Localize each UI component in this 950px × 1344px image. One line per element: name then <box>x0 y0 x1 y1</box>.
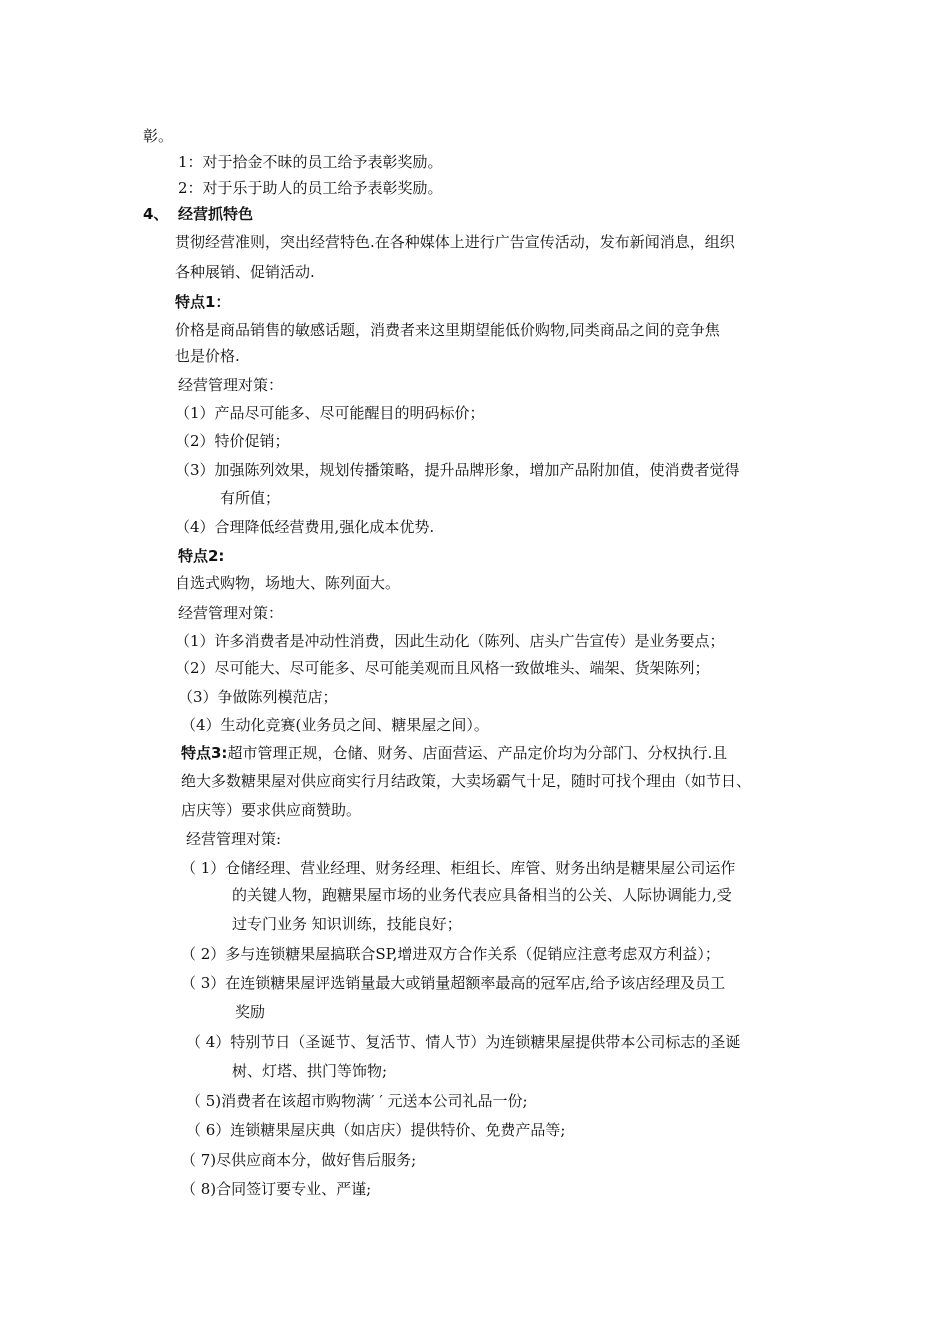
list-item: （ 3）在连锁糖果屋评选销量最大或销量超额率最高的冠军店,给予该店经理及员工 <box>181 974 726 992</box>
text-line: 自选式购物，场地大、陈列面大。 <box>175 574 401 592</box>
text-line: 各种展销、促销活动. <box>175 263 315 281</box>
text-line: 2：对于乐于助人的员工给予表彰奖励。 <box>178 179 443 197</box>
list-item: （ 5)消费者在该超市购物满′ ′ 元送本公司礼品一份; <box>186 1092 528 1110</box>
list-item: （3）加强陈列效果，规划传播策略，提升品牌形象，增加产品附加值，使消费者觉得 <box>175 461 740 479</box>
list-item: （ 1）仓储经理、营业经理、财务经理、柜组长、库管、财务出纳是糖果屋公司运作 <box>181 859 736 877</box>
list-item-continuation: 过专门业务 知识训练，技能良好； <box>232 915 462 933</box>
text-line: 店庆等）要求供应商赞助。 <box>181 801 362 819</box>
section-heading: 经营抓特色 <box>178 205 254 223</box>
list-item: （2）特价促销； <box>175 432 290 450</box>
text-line: 经营管理对策: <box>186 830 282 848</box>
list-item-continuation: 有所值； <box>220 489 281 507</box>
list-item: （ 2）多与连锁糖果屋搞联合SP,增进双方合作关系（促销应注意考虑双方利益）； <box>181 945 720 963</box>
text-line: 彰。 <box>143 127 174 145</box>
section-number: 4、 <box>143 205 169 223</box>
list-item-continuation: 树、灯塔、拱门等饰物; <box>232 1062 388 1080</box>
list-item: （4）生动化竞赛(业务员之间、糖果屋之间）。 <box>181 716 489 734</box>
paragraph-text: 超市管理正规，仓储、财务、店面营运、产品定价均为分部门、分权执行.且 <box>227 744 728 762</box>
list-item: （1）许多消费者是冲动性消费，因此生动化（陈列、店头广告宣传）是业务要点； <box>175 632 725 650</box>
text-line: 经营管理对策： <box>178 376 284 394</box>
list-item: （ 4）特别节日（圣诞节、复活节、情人节）为连锁糖果屋提供带本公司标志的圣诞 <box>186 1033 741 1051</box>
text-line: 经营管理对策： <box>178 604 284 622</box>
text-line: 价格是商品销售的敏感话题，消费者来这里期望能低价购物,同类商品之间的竞争焦 <box>175 321 720 339</box>
list-item: （ 6）连锁糖果屋庆典（如店庆）提供特价、免费产品等; <box>186 1121 566 1139</box>
text-line: 也是价格. <box>175 347 240 365</box>
text-line: 1：对于拾金不昧的员工给予表彰奖励。 <box>178 153 443 171</box>
list-item: （2）尽可能大、尽可能多、尽可能美观而且风格一致做堆头、端架、货架陈列； <box>175 659 710 677</box>
list-item: （1）产品尽可能多、尽可能醒目的明码标价； <box>175 404 485 422</box>
feature-heading: 特点1： <box>175 293 231 311</box>
text-line: 贯彻经营准则，突出经营特色.在各种媒体上进行广告宣传活动，发布新闻消息，组织 <box>175 233 735 251</box>
feature-heading: 特点2: <box>178 547 225 565</box>
list-item: （3）争做陈列模范店； <box>178 688 338 706</box>
feature-heading: 特点3: <box>181 744 228 762</box>
list-item-continuation: 的关键人物，跑糖果屋市场的业务代表应具备相当的公关、人际协调能力,受 <box>232 886 732 904</box>
list-item-continuation: 奖励 <box>235 1003 266 1021</box>
list-item: （4）合理降低经营费用,强化成本优势. <box>175 518 435 536</box>
list-item: （ 7)尽供应商本分，做好售后服务; <box>181 1151 417 1169</box>
list-item: （ 8)合同签订要专业、严谨; <box>181 1180 372 1198</box>
text-line: 绝大多数糖果屋对供应商实行月结政策，大卖场霸气十足，随时可找个理由（如节日、 <box>181 772 752 790</box>
paragraph-line <box>181 743 727 763</box>
